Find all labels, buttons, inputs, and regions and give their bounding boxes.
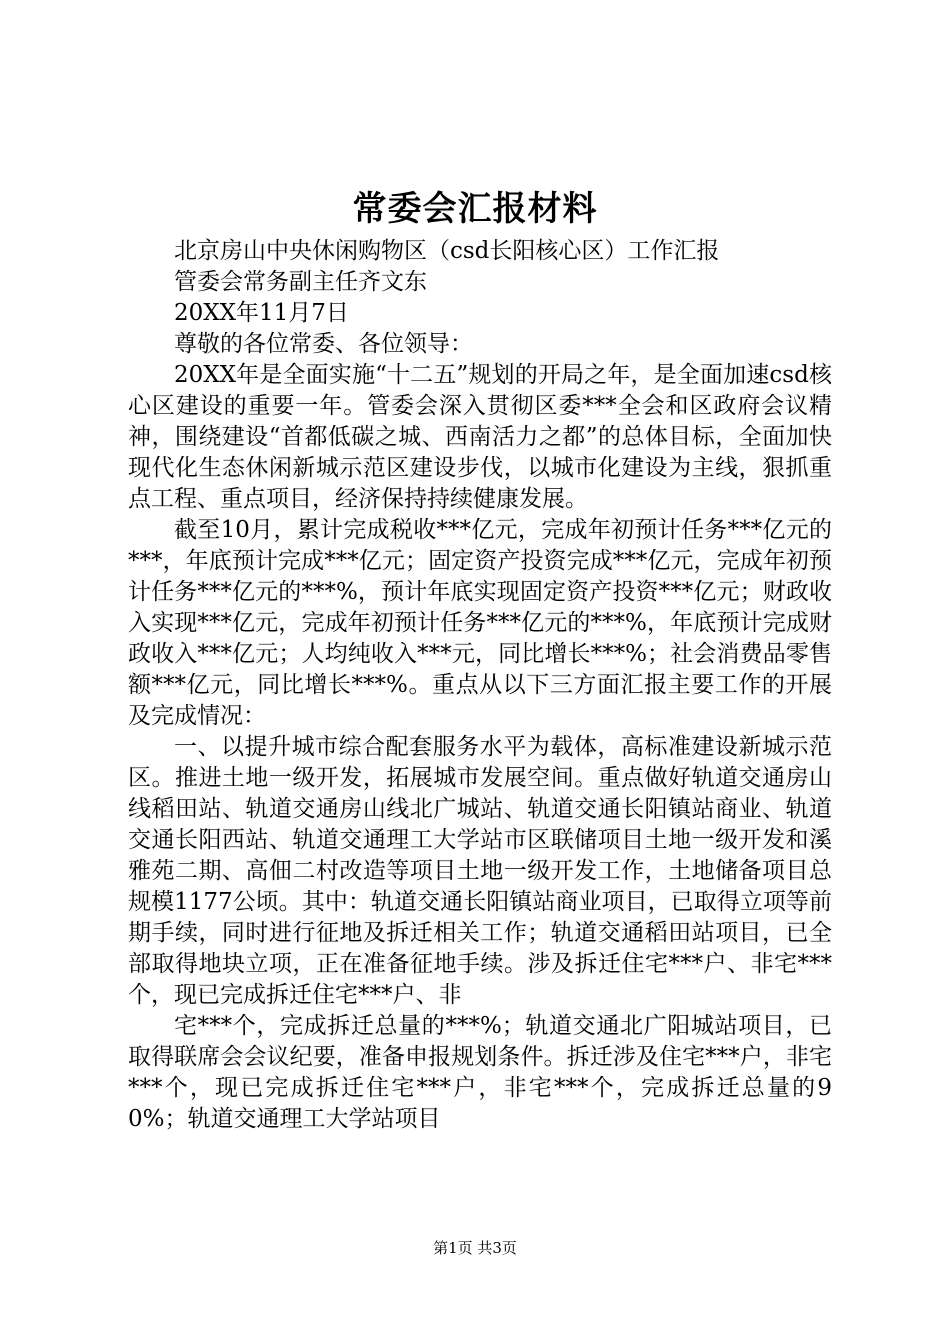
page-footer: 第1页 共3页	[433, 1239, 517, 1257]
author-line: 管委会常务副主任齐文东	[174, 269, 427, 295]
document-body	[128, 236, 832, 1135]
document-title: 常委会汇报材料	[352, 189, 598, 229]
date-line: 20XX年11月7日	[174, 300, 349, 326]
paragraph-continuation: 宅***个，完成拆迁总量的***%；轨道交通北广阳城站项目，已取得联席会会议纪要，准备申报规划条件。拆迁涉及住宅***户，非宅***个，现已完成拆迁住宅***户，非宅***个，完成拆迁总量的90%；轨道交通理工大学站项目	[128, 1013, 832, 1132]
subtitle-line: 北京房山中央休闲购物区（csd长阳核心区）工作汇报	[174, 238, 720, 264]
paragraph-intro: 20XX年是全面实施“十二五”规划的开局之年，是全面加速csd核心区建设的重要一年。管委会深入贯彻区委***全会和区政府会议精神，围绕建设“首都低碳之城、西南活力之都”的总体目标，全面加快现代化生态休闲新城示范区建设步伐，以城市化建设为主线，狠抓重点工程、重点项目，经济保持持续健康发展。	[128, 362, 832, 512]
paragraph-figures: 截至10月，累计完成税收***亿元，完成年初预计任务***亿元的***，年底预计完成***亿元；固定资产投资完成***亿元，完成年初预计任务***亿元的***%，预计年底实现固定资产投资***亿元；财政收入实现***亿元，完成年初预计任务***亿元的***%，年底预计完成财政收入***亿元；人均纯收入***元，同比增长***%；社会消费品零售额***亿元，同比增长***%。重点从以下三方面汇报主要工作的开展及完成情况：	[128, 517, 832, 729]
paragraph-section-one: 一、以提升城市综合配套服务水平为载体，高标准建设新城示范区。推进土地一级开发，拓展城市发展空间。重点做好轨道交通房山线稻田站、轨道交通房山线北广城站、轨道交通长阳镇站商业、轨道交通长阳西站、轨道交通理工大学站市区联储项目土地一级开发和溪雅苑二期、高佃二村改造等项目土地一级开发工作，土地储备项目总规模1177公顷。其中：轨道交通长阳镇站商业项目，已取得立项等前期手续，同时进行征地及拆迁相关工作；轨道交通稻田站项目，已全部取得地块立项，正在准备征地手续。涉及拆迁住宅***户、非宅***个，现已完成拆迁住宅***户、非	[128, 734, 832, 1008]
salutation-line: 尊敬的各位常委、各位领导：	[174, 331, 473, 357]
